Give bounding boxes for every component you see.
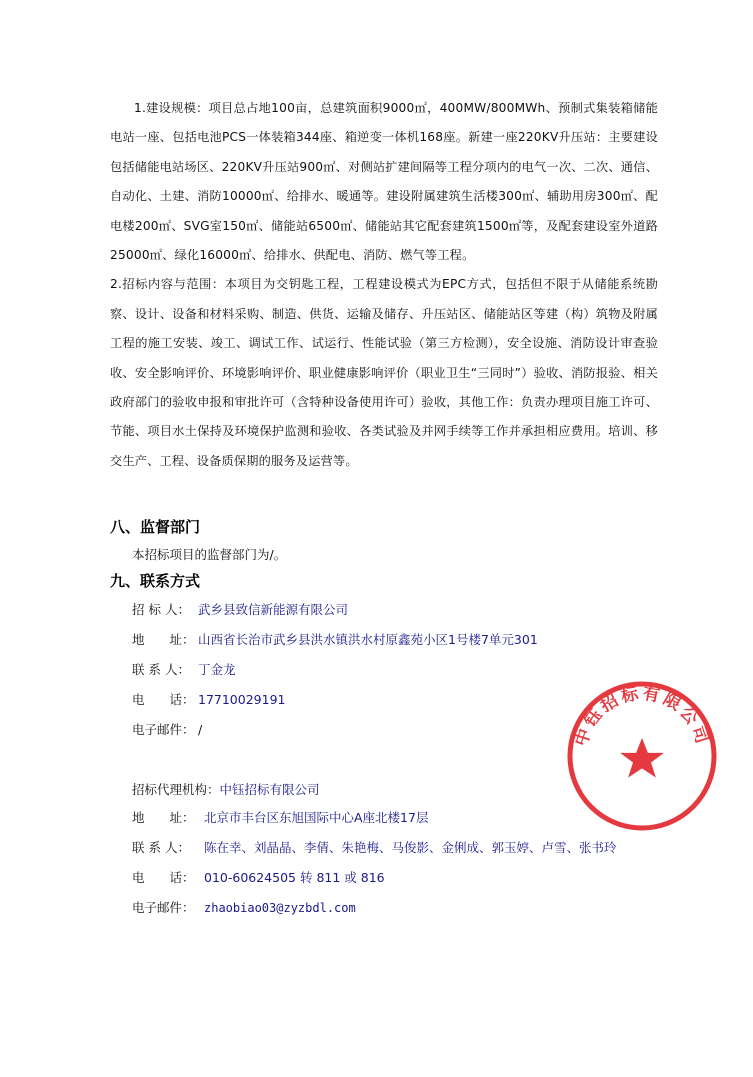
company-seal-stamp — [566, 680, 718, 832]
tenderer-address: 山西省长治市武乡县洪水镇洪水村原鑫苑小区1号楼7单元301 — [198, 632, 538, 647]
svg-text:中钰招标有限公司 — [570, 683, 712, 749]
bid-scope-paragraph: 2.招标内容与范围：本项目为交钥匙工程，工程建设模式为EPC方式，包括但不限于从储能系统勘察、设计、设备和材料采购、制造、供货、运输及储存、升压站区、储能站区等建（构）筑物及附属工程的施工安装、竣工、调试工作、试运行、性能试验（第三方检测），安全设施、消防设计审查验收、安全影响评价、环境影响评价、职业健康影响评价（职业卫生“三同时”）验收、消防报验、相关政府部门的验收申报和审批许可（含特种设备使用许可）验收，其他工作：负责办理项目施工许可、节能、项目水土保持及环境保护监测和验收、各类试验及并网手续等工作并承担相应费用。培训、移交生产、工程、设备质保期的服务及运营等。 — [110, 277, 658, 468]
tenderer-name-label: 招 标 人： — [132, 602, 190, 617]
seal-star-icon — [620, 738, 664, 778]
contact-heading: 九、联系方式 — [110, 572, 201, 590]
agency-contact-label: 联 系 人： — [132, 840, 190, 855]
agency-contact-row — [132, 838, 617, 856]
agency-address-label: 地 址： — [132, 810, 195, 825]
tenderer-contact-label: 联 系 人： — [132, 662, 190, 677]
tenderer-name-row — [132, 600, 348, 618]
agency-address: 北京市丰台区东旭国际中心A座北楼17层 — [204, 810, 429, 825]
agency-phone: 010-60624505 转 811 或 816 — [204, 870, 385, 885]
supervision-text: 本招标项目的监督部门为/。 — [132, 547, 287, 562]
agency-address-row — [132, 808, 428, 826]
tenderer-email-row — [132, 720, 202, 738]
scope-section — [110, 94, 658, 476]
agency-name-label: 招标代理机构： — [132, 782, 220, 797]
tenderer-contact-row — [132, 660, 236, 678]
tenderer-email: / — [198, 722, 203, 737]
agency-email-label: 电子邮件： — [132, 900, 195, 915]
agency-phone-label: 电 话： — [132, 870, 195, 885]
agency-email-row — [132, 898, 356, 916]
tenderer-address-label: 地 址： — [132, 632, 195, 647]
tenderer-address-row — [132, 630, 538, 648]
agency-phone-row — [132, 868, 385, 886]
tenderer-phone: 17710029191 — [198, 692, 286, 707]
seal-text: 中钰招标有限公司 — [571, 683, 713, 749]
agency-name: 中钰招标有限公司 — [219, 782, 320, 797]
tenderer-name: 武乡县致信新能源有限公司 — [198, 602, 349, 617]
tenderer-phone-row — [132, 690, 285, 708]
tenderer-email-label: 电子邮件： — [132, 722, 195, 737]
tenderer-phone-label: 电 话： — [132, 692, 195, 707]
construction-scale-paragraph: 1.建设规模：项目总占地100亩，总建筑面积9000㎡，400MW/800MWh、预制式集装箱储能电站一座、包括电池PCS一体装箱344座、箱逆变一体机168座。新建一座220KV升压站：主要建设包括储能电站场区、220KV升压站900㎡、对侧站扩建间隔等工程分项内的电气一次、二次、通信、自动化、土建、消防10000㎡、给排水、暖通等。建设附属建筑生活楼300㎡、辅助用房300㎡、配电楼200㎡、SVG室150㎡、储能站6500㎡、储能站其它配套建筑1500㎡等，及配套建设室外道路25000㎡、绿化16000㎡、给排水、供配电、消防、燃气等工程。 — [110, 101, 658, 263]
agency-contact-persons: 陈在幸、刘晶晶、李倩、朱艳梅、马俊影、金俐成、郭玉婷、卢雪、张书玲 — [204, 840, 617, 855]
supervision-heading: 八、监督部门 — [110, 518, 201, 536]
agency-email: zhaobiao03@zyzbdl.com — [204, 901, 356, 915]
tenderer-contact-person: 丁金龙 — [198, 662, 236, 677]
agency-name-row — [132, 780, 320, 798]
